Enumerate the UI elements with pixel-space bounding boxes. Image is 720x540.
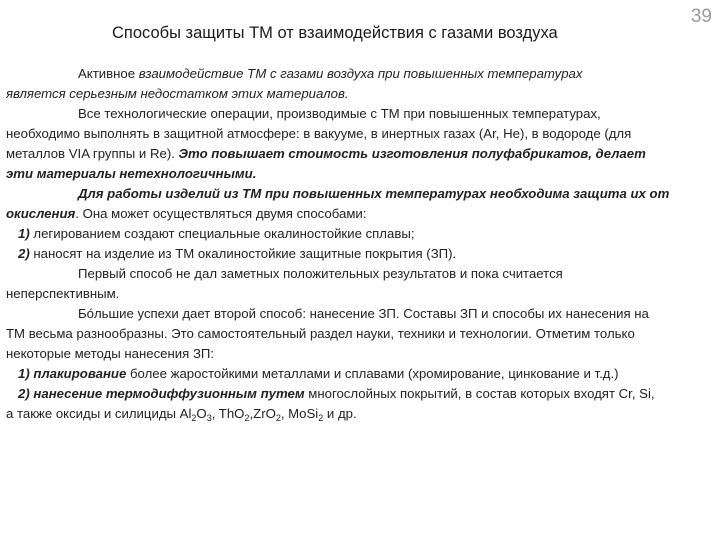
emphasis-phrase: окисления <box>6 206 76 221</box>
paragraph-4-line-2: неперспективным. <box>6 286 120 301</box>
text-segment: и др. <box>323 406 357 421</box>
text-segment: Активное <box>78 66 139 81</box>
slide-body <box>6 64 712 424</box>
text-segment: ,ZrO <box>249 406 276 421</box>
paragraph-1-line-1 <box>6 64 712 84</box>
slide-title: Способы защиты ТМ от взаимодействия с газами воздуха <box>112 24 558 42</box>
subscript: 2 <box>318 413 324 423</box>
paragraph-2-line-2: необходимо выполнять в защитной атмосфере: в вакууме, в инертных газах (Ar, He), в водороде (для <box>6 126 632 141</box>
subscript: 2 <box>244 413 250 423</box>
list-text: легированием создают специальные окалиностойкие сплавы; <box>29 226 415 241</box>
emphasis-phrase: эти материалы нетехнологичными. <box>6 166 257 181</box>
paragraph-3-line-1 <box>6 184 712 204</box>
list-2-item-2-continuation <box>6 404 712 424</box>
paragraph-4-line-1: Первый способ не дал заметных положительных результатов и пока считается <box>78 266 563 281</box>
list-term: 2) нанесение термодиффузионным путем <box>18 386 305 401</box>
subscript: 2 <box>275 413 281 423</box>
text-segment: , MoSi <box>280 406 319 421</box>
list-number: 1) <box>18 226 30 241</box>
list-2-item-2 <box>6 384 712 404</box>
text-segment: , ThO <box>211 406 245 421</box>
text-segment: металлов VIA группы и Re). <box>6 146 179 161</box>
list-term: 1) плакирование <box>18 366 127 381</box>
paragraph-2-line-4 <box>6 164 712 184</box>
paragraph-2-line-1: Все технологические операции, производимые с ТМ при повышенных температурах, <box>78 106 601 121</box>
text-segment: O <box>196 406 207 421</box>
paragraph-5-line-3: некоторые методы нанесения ЗП: <box>6 346 215 361</box>
italic-phrase: взаимодействие ТМ с газами воздуха при повышенных температурах <box>138 66 583 81</box>
emphasis-phrase: Для работы изделий из ТМ при повышенных температурах необходима защита их от <box>78 186 670 201</box>
paragraph-3-line-2 <box>6 204 712 224</box>
subscript: 3 <box>206 413 212 423</box>
list-number: 2) <box>18 246 30 261</box>
list-text: наносят на изделие из ТМ окалиностойкие защитные покрытия (ЗП). <box>29 246 457 261</box>
subscript: 2 <box>191 413 197 423</box>
paragraph-2-line-3 <box>6 144 712 164</box>
page-number: 39 <box>690 6 712 27</box>
list-2-item-1 <box>6 364 712 384</box>
paragraph-1-line-2 <box>6 84 712 104</box>
paragraph-5-line-1: Бóльшие успехи дает второй способ: нанесение ЗП. Составы ЗП и способы их нанесения на <box>78 306 649 321</box>
emphasis-phrase: Это повышает стоимость изготовления полуфабрикатов, делает <box>178 146 646 161</box>
paragraph-5-line-2: ТМ весьма разнообразны. Это самостоятельный раздел науки, техники и технологии. Отметим только <box>6 326 635 341</box>
list-1-item-1 <box>6 224 712 244</box>
text-segment: . Она может осуществляться двумя способами: <box>75 206 367 221</box>
list-text: многослойных покрытий, в состав которых входят Cr, Si, <box>304 386 655 401</box>
list-text: более жаростойкими металлами и сплавами (хромирование, цинкование и т.д.) <box>126 366 619 381</box>
italic-phrase: является серьезным недостатком этих материалов. <box>6 86 349 101</box>
text-segment: а также оксиды и силициды Al <box>6 406 192 421</box>
list-1-item-2 <box>6 244 712 264</box>
